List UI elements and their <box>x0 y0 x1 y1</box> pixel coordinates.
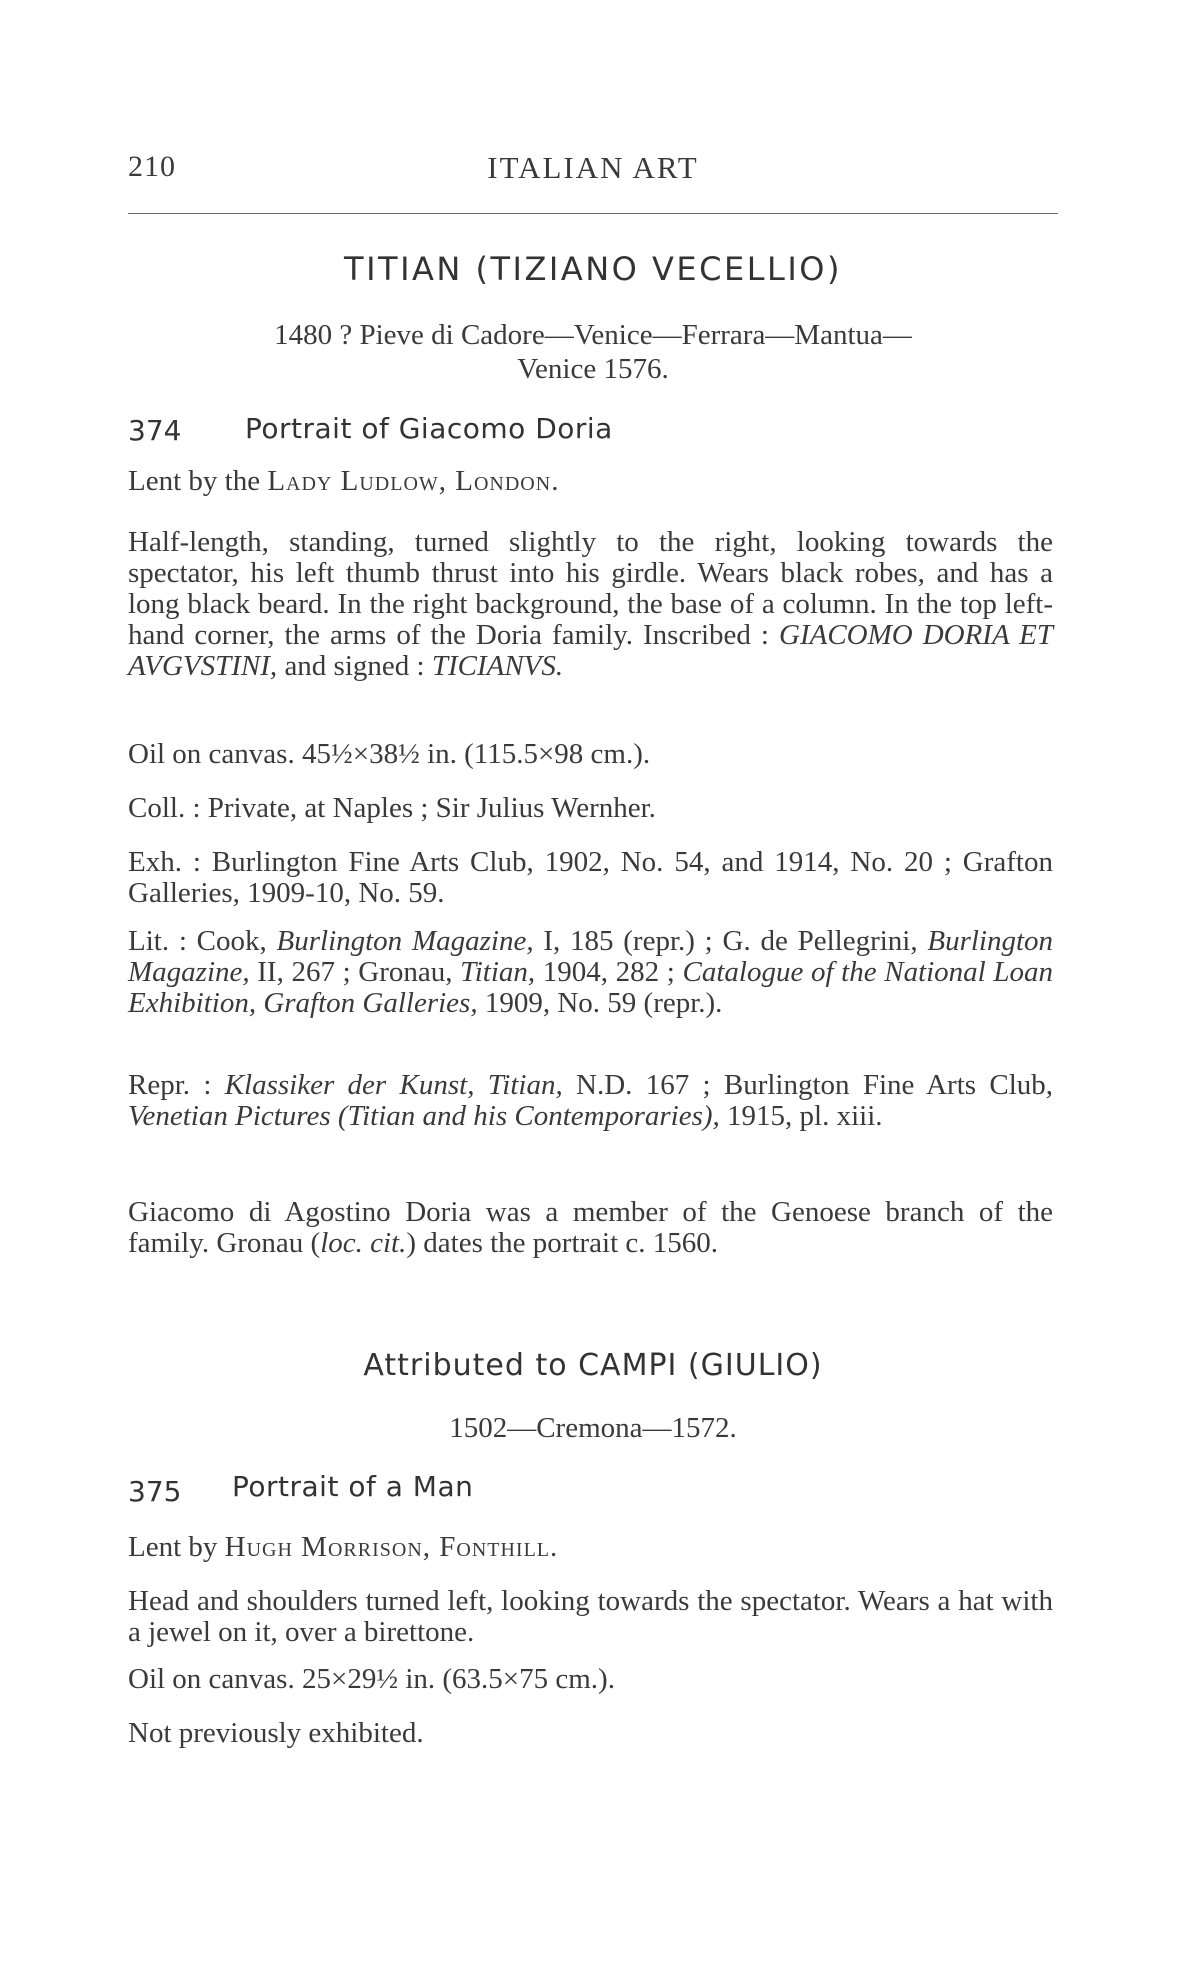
repr-mid: N.D. 167 ; Burlington Fine Arts Club, <box>576 1069 1054 1101</box>
exhibitions-374: Exh. : Burlington Fine Arts Club, 1902, No. 54, and 1914, No. 20 ; Grafton Galleries, 1909-10, No. 59. <box>128 846 1053 909</box>
literature-374 <box>128 926 1053 1019</box>
running-head <box>128 150 1058 190</box>
description-374 <box>128 527 1053 682</box>
lent-by-374 <box>128 466 1053 497</box>
lender-name: Lady Ludlow, London. <box>267 465 560 497</box>
lender-name: Hugh Morrison, Fonthill. <box>224 1531 559 1563</box>
medium-374: Oil on canvas. 45½×38½ in. (115.5×98 cm.). <box>128 738 651 770</box>
collection-374: Coll. : Private, at Naples ; Sir Julius Wernher. <box>128 792 656 824</box>
repr-klassiker: Klassiker der Kunst, Titian, <box>224 1069 563 1101</box>
description-text: Half-length, standing, turned slightly to the right, looking towards the spectator, his left thumb thrust into his girdle. Wears black robes, and has a long black beard. In the right background, the base of a column. In the top left-hand corner, the arms of the Doria family. Inscribed : <box>128 526 1053 651</box>
note-end: ) dates the portrait c. 1560. <box>406 1227 719 1259</box>
lit-mid-2: II, 267 ; Gronau, <box>257 956 453 988</box>
lent-prefix: Lent by the <box>128 465 261 497</box>
dates-line-2: Venice 1576. <box>517 353 669 385</box>
artist-dates-titian <box>128 318 1058 386</box>
dates-line-1: 1480 ? Pieve di Cadore—Venice—Ferrara—Mantua— <box>274 319 912 351</box>
artist-heading-titian: TITIAN (TIZIANO VECELLIO) <box>344 250 842 288</box>
header-rule <box>128 213 1058 214</box>
medium-375: Oil on canvas. 25×29½ in. (63.5×75 cm.). <box>128 1663 615 1695</box>
signature: TICIANVS. <box>431 650 564 682</box>
artist-heading-campi: Attributed to CAMPI (GIULIO) <box>363 1348 823 1383</box>
lit-burlington-1: Burlington Magazine, <box>276 925 534 957</box>
note-start: Giacomo di Agostino Doria was a member of the Genoese branch of the family. Gronau ( <box>128 1196 1053 1259</box>
running-title: ITALIAN ART <box>487 150 699 185</box>
lit-prefix: Lit. : Cook, <box>128 925 267 957</box>
reproductions-374 <box>128 1070 1053 1132</box>
catalogue-number-375: 375 <box>128 1475 182 1508</box>
lent-by-375 <box>128 1532 1053 1563</box>
lit-end: 1909, No. 59 (repr.). <box>484 987 723 1019</box>
catalogue-number-374: 374 <box>128 414 182 447</box>
description-375: Head and shoulders turned left, looking towards the spectator. Wears a hat with a jewel on it, over a birettone. <box>128 1585 1053 1648</box>
lit-mid-3: 1904, 282 ; <box>542 956 675 988</box>
lit-mid-1: I, 185 (repr.) ; G. de Pellegrini, <box>543 925 918 957</box>
lit-titian: Titian, <box>460 956 536 988</box>
entry-title-374: Portrait of Giacomo Doria <box>245 412 613 445</box>
signed-prefix: and signed : <box>284 650 425 682</box>
lit-burlington-2: Burlington Magazine, <box>128 925 1054 988</box>
repr-venetian: Venetian Pictures (Titian and his Contemporaries), <box>128 1100 720 1132</box>
repr-end: 1915, pl. xiii. <box>727 1100 883 1132</box>
note-loc-cit: loc. cit. <box>320 1227 407 1259</box>
page-number: 210 <box>128 150 176 183</box>
lent-prefix: Lent by <box>128 1531 218 1563</box>
artist-dates-campi: 1502—Cremona—1572. <box>449 1412 737 1444</box>
entry-title-375: Portrait of a Man <box>232 1470 474 1503</box>
lit-catalogue: Catalogue of the National Loan Exhibition, Grafton Galleries, <box>128 956 1054 1019</box>
exhibition-status-375: Not previously exhibited. <box>128 1717 424 1749</box>
repr-prefix: Repr. : <box>128 1069 212 1101</box>
note-374 <box>128 1197 1053 1259</box>
inscription: GIACOMO DORIA ET AVGVSTINI, <box>128 619 1053 682</box>
